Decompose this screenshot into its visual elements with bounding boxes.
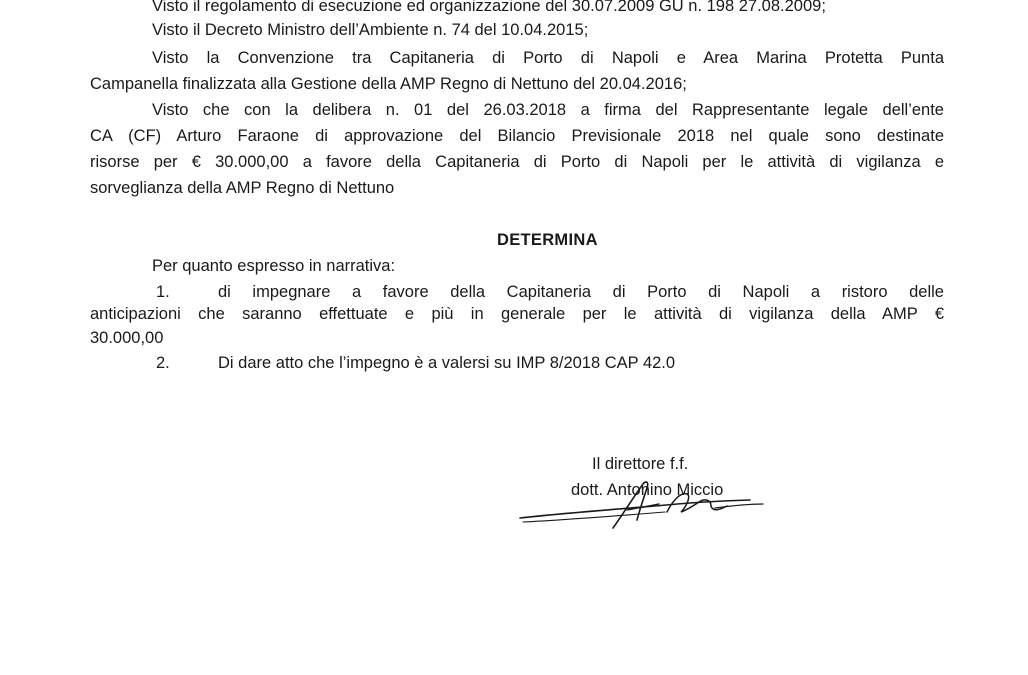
premise-line-5: Visto che con la delibera n. 01 del 26.03.2018 a firma del Rappresentante legale dell’ente (152, 101, 944, 119)
item-1-number: 1. (156, 283, 170, 301)
premise-line-7: risorse per € 30.000,00 a favore della Capitaneria di Porto di Napoli per le attività di vigilanza e (90, 153, 944, 171)
item-1-line-3: 30.000,00 (90, 329, 164, 347)
premise-line-6: CA (CF) Arturo Faraone di approvazione del Bilancio Previsionale 2018 nel quale sono destinate (90, 127, 944, 145)
intro-text: Per quanto espresso in narrativa: (152, 257, 396, 275)
item-2-number: 2. (156, 354, 170, 372)
premise-line-1: Visto il regolamento di esecuzione ed organizzazione del 30.07.2009 GU n. 198 27.08.2009; (152, 0, 826, 15)
item-1-line-1: di impegnare a favore della Capitaneria di Porto di Napoli a ristoro delle (218, 283, 944, 301)
premise-line-3: Visto la Convenzione tra Capitaneria di Porto di Napoli e Area Marina Protetta Punta (152, 49, 944, 67)
handwritten-signature (515, 470, 775, 530)
item-1-line-2: anticipazioni che saranno effettuate e più in generale per le attività di vigilanza della AMP € (90, 305, 944, 323)
section-heading: DETERMINA (497, 231, 598, 249)
premise-line-8: sorveglianza della AMP Regno di Nettuno (90, 179, 395, 197)
premise-line-2: Visto il Decreto Ministro dell’Ambiente n. 74 del 10.04.2015; (152, 21, 589, 39)
signature-title: Il direttore f.f. (592, 455, 689, 473)
premise-line-4: Campanella finalizzata alla Gestione della AMP Regno di Nettuno del 20.04.2016; (90, 75, 687, 93)
signature-name: dott. Antonino Miccio (571, 481, 724, 499)
item-2-line-1: Di dare atto che l’impegno è a valersi su IMP 8/2018 CAP 42.0 (218, 354, 676, 372)
